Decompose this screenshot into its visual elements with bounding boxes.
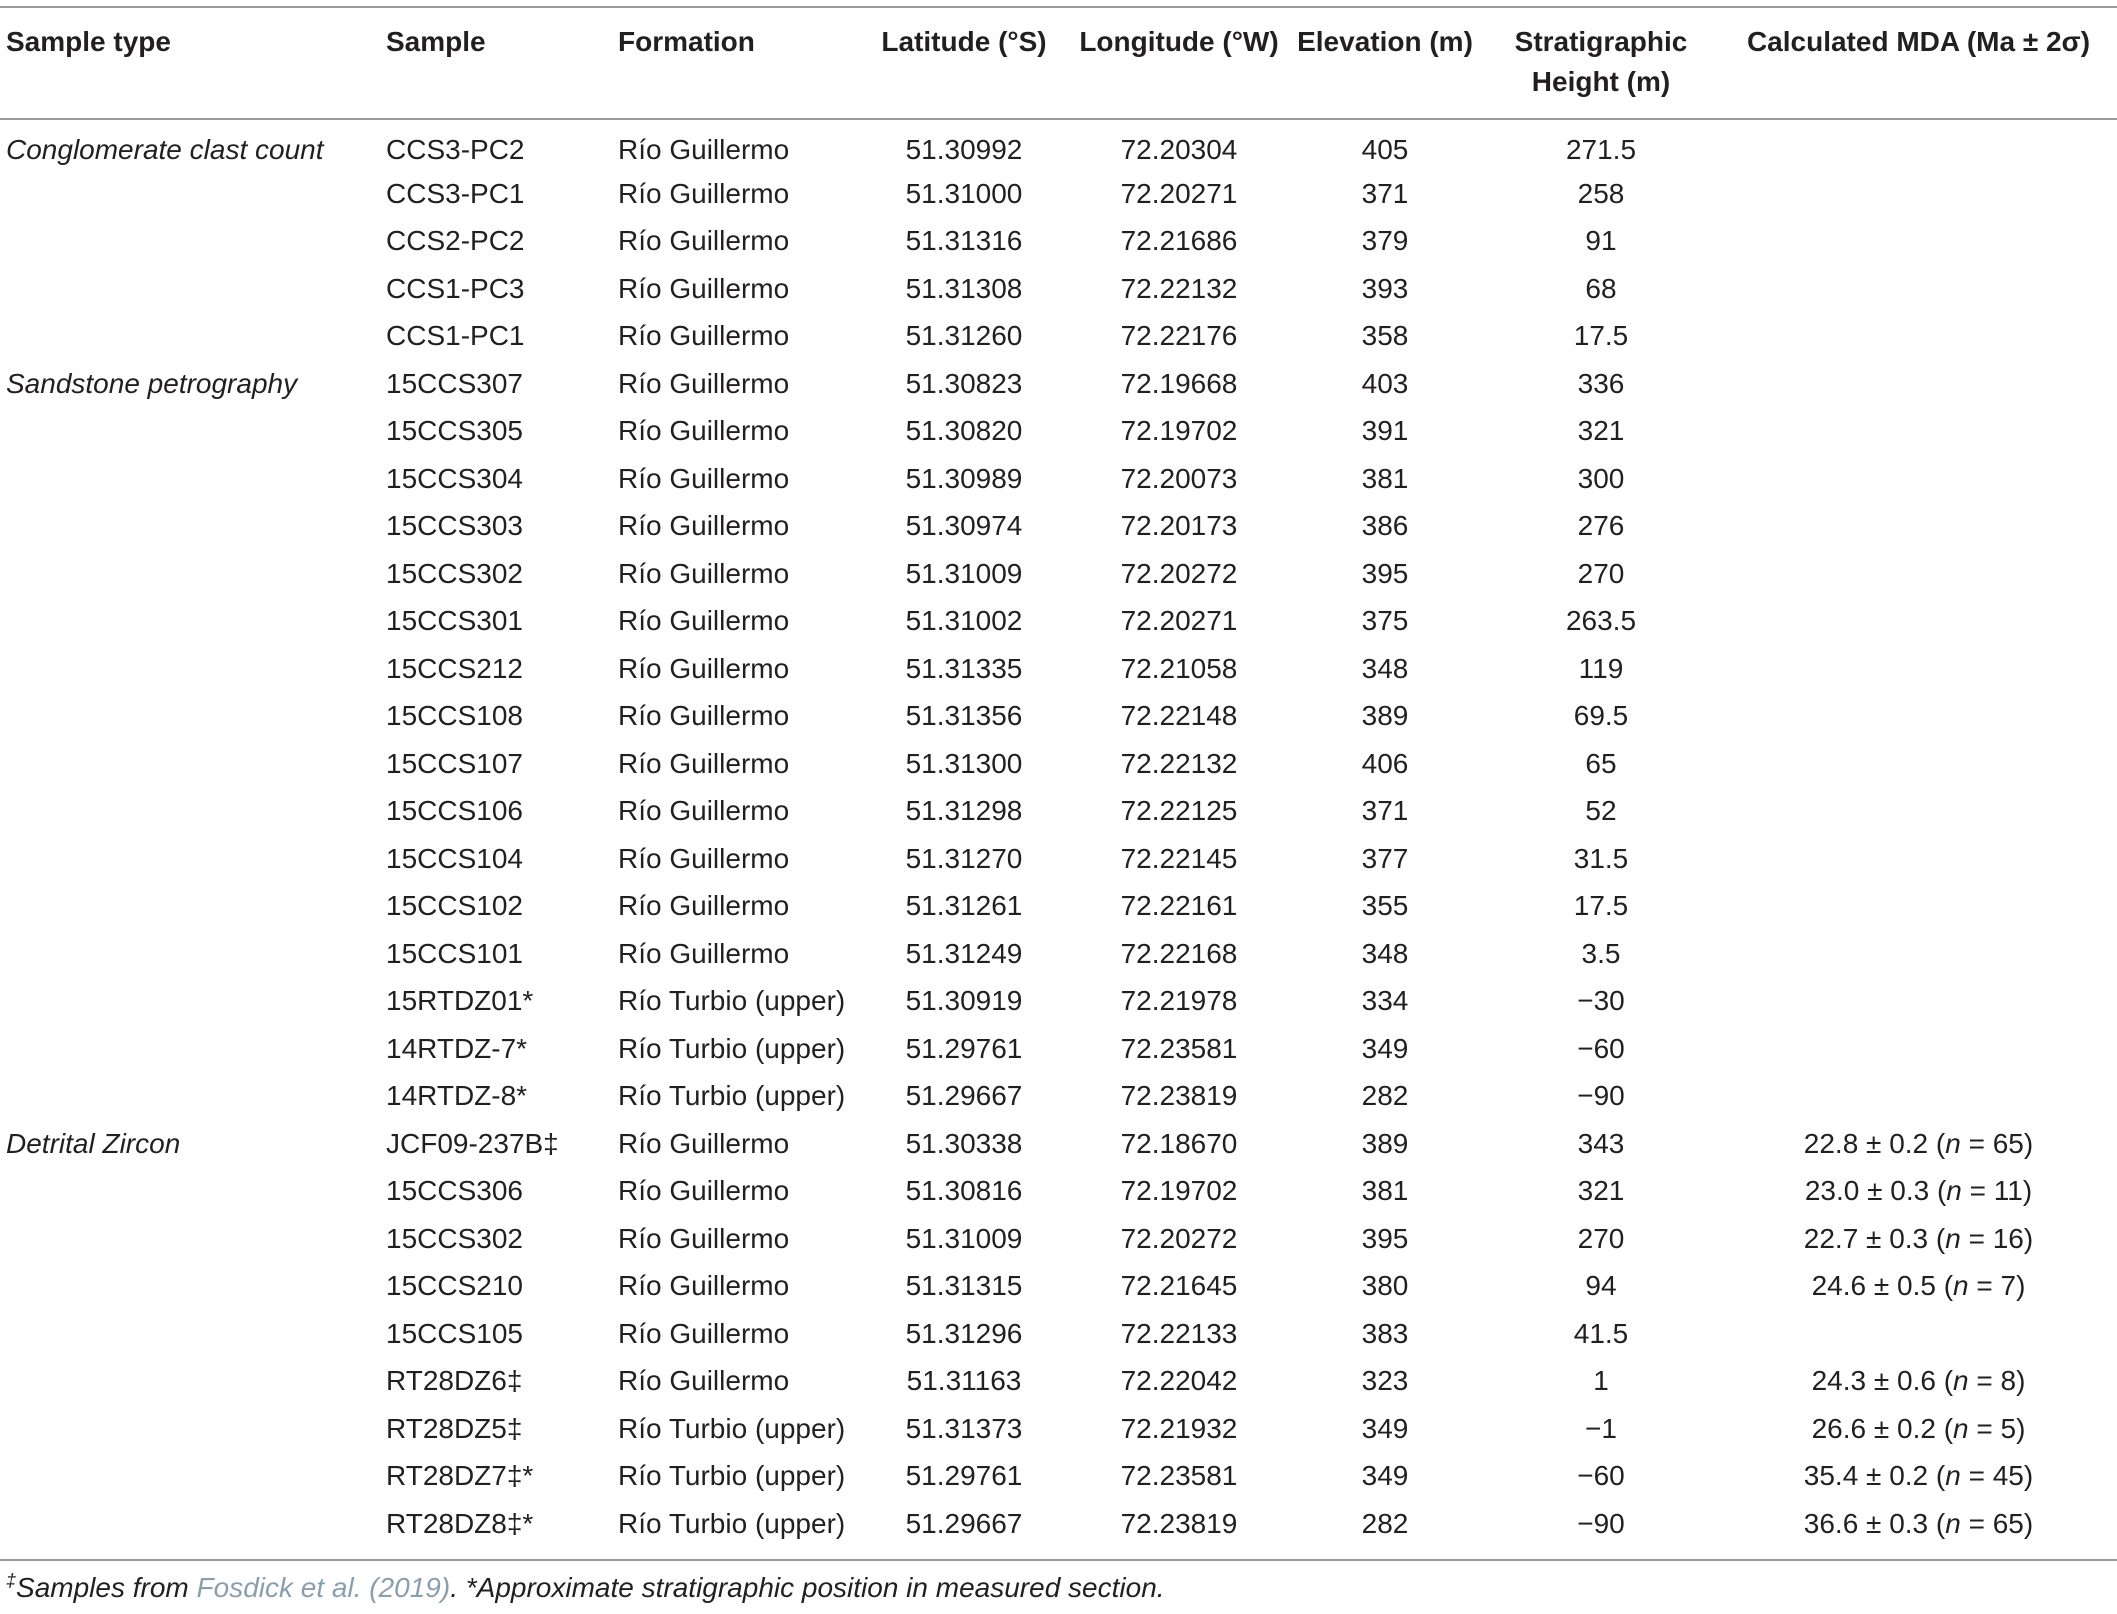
table-row: [0, 503, 2117, 551]
cell-latitude: 51.30820: [905, 415, 1023, 447]
cell-formation: Río Guillermo: [618, 1270, 790, 1302]
cell-calculated-mda: 24.6 ± 0.5 (n = 7): [1811, 1270, 2026, 1302]
header-sample: Sample: [386, 26, 486, 57]
cell-longitude: 72.20272: [1120, 1222, 1238, 1254]
cell-stratigraphic-height: −90: [1577, 1080, 1625, 1112]
cell-latitude: 51.29761: [905, 1460, 1023, 1492]
header-stratigraphic-height: Stratigraphic Height (m): [1514, 26, 1688, 97]
cell-formation: Río Guillermo: [618, 890, 790, 922]
cell-sample: 15CCS104: [386, 842, 523, 874]
cell-stratigraphic-height: 1: [1593, 1365, 1609, 1397]
cell-formation: Río Guillermo: [618, 1317, 790, 1349]
sample-table: [0, 8, 2117, 1548]
cell-stratigraphic-height: 94: [1585, 1270, 1617, 1302]
cell-calculated-mda: [1720, 503, 2117, 551]
cell-latitude: 51.31009: [905, 1222, 1023, 1254]
cell-latitude: 51.31296: [905, 1317, 1023, 1349]
cell-formation: Río Guillermo: [618, 272, 790, 304]
cell-sample-type: [0, 1025, 386, 1073]
cell-latitude: 51.29761: [905, 1032, 1023, 1064]
cell-elevation: 348: [1361, 937, 1409, 969]
cell-latitude: 51.31300: [905, 747, 1023, 779]
cell-sample-type: [0, 455, 386, 503]
cell-elevation: 389: [1361, 1127, 1409, 1159]
table-row: [0, 360, 2117, 408]
cell-latitude: 51.31335: [905, 652, 1023, 684]
table-body: [0, 118, 2117, 1548]
cell-sample: CCS3-PC2: [386, 134, 525, 165]
cell-sample-type: Detrital Zircon: [6, 1127, 181, 1159]
cell-sample-type: [0, 408, 386, 456]
cell-calculated-mda: [1720, 313, 2117, 361]
cell-sample-type: [0, 740, 386, 788]
cell-sample-type: [0, 1073, 386, 1121]
table-row: [0, 455, 2117, 503]
cell-formation: Río Guillermo: [618, 747, 790, 779]
table-row: [0, 645, 2117, 693]
table-footnote: [6, 1568, 1165, 1608]
cell-formation: Río Turbio (upper): [618, 1507, 846, 1539]
cell-elevation: 386: [1361, 510, 1409, 542]
cell-formation: Río Guillermo: [618, 320, 790, 352]
cell-formation: Río Guillermo: [618, 795, 790, 827]
cell-stratigraphic-height: 69.5: [1573, 700, 1629, 732]
cell-longitude: 72.23581: [1120, 1032, 1238, 1064]
cell-sample: 15CCS105: [386, 1317, 523, 1349]
table-row: [0, 930, 2117, 978]
cell-sample: CCS1-PC3: [386, 272, 525, 304]
cell-sample-type: [0, 1215, 386, 1263]
cell-latitude: 51.31000: [905, 177, 1023, 209]
cell-stratigraphic-height: −60: [1577, 1032, 1625, 1064]
cell-calculated-mda: 22.8 ± 0.2 (n = 65): [1803, 1127, 2034, 1159]
cell-sample-type: [0, 835, 386, 883]
table-row: [0, 1405, 2117, 1453]
table-row: [0, 1215, 2117, 1263]
cell-latitude: 51.31009: [905, 557, 1023, 589]
cell-calculated-mda: [1720, 1310, 2117, 1358]
cell-longitude: 72.23819: [1120, 1080, 1238, 1112]
table-row: [0, 978, 2117, 1026]
table-row: [0, 1120, 2117, 1168]
cell-sample: JCF09-237B‡: [386, 1127, 559, 1159]
cell-sample: 15CCS106: [386, 795, 523, 827]
cell-latitude: 51.30919: [905, 985, 1023, 1017]
cell-sample: 15CCS101: [386, 937, 523, 969]
cell-sample: 15CCS301: [386, 605, 523, 637]
cell-sample-type: Conglomerate clast count: [6, 134, 324, 165]
cell-sample: 15CCS102: [386, 890, 523, 922]
table-row: [0, 788, 2117, 836]
footnote-text-before: Samples from: [16, 1572, 197, 1603]
table-row: [0, 170, 2117, 218]
cell-latitude: 51.30992: [905, 134, 1023, 165]
cell-calculated-mda: [1720, 788, 2117, 836]
cell-elevation: 403: [1361, 367, 1409, 399]
cell-longitude: 72.19702: [1120, 1175, 1238, 1207]
cell-longitude: 72.23581: [1120, 1460, 1238, 1492]
cell-elevation: 334: [1361, 985, 1409, 1017]
cell-calculated-mda: [1720, 740, 2117, 788]
cell-formation: Río Guillermo: [618, 510, 790, 542]
cell-elevation: 406: [1361, 747, 1409, 779]
cell-longitude: 72.23819: [1120, 1507, 1238, 1539]
cell-elevation: 358: [1361, 320, 1409, 352]
cell-sample: CCS2-PC2: [386, 225, 525, 257]
cell-formation: Río Guillermo: [618, 1175, 790, 1207]
table-row: [0, 118, 2117, 170]
cell-sample: 15CCS307: [386, 367, 523, 399]
cell-longitude: 72.22133: [1120, 1317, 1238, 1349]
cell-formation: Río Guillermo: [618, 1222, 790, 1254]
cell-sample-type: Sandstone petrography: [6, 367, 298, 399]
table-row: [0, 313, 2117, 361]
cell-calculated-mda: 36.6 ± 0.3 (n = 65): [1803, 1507, 2034, 1539]
cell-calculated-mda: [1720, 1025, 2117, 1073]
table-row: [0, 218, 2117, 266]
cell-elevation: 380: [1361, 1270, 1409, 1302]
cell-calculated-mda: [1720, 550, 2117, 598]
cell-elevation: 282: [1361, 1507, 1409, 1539]
cell-sample-type: [0, 978, 386, 1026]
header-sample-type: Sample type: [6, 26, 171, 57]
cell-sample-type: [0, 550, 386, 598]
cell-formation: Río Guillermo: [618, 652, 790, 684]
cell-calculated-mda: [1720, 218, 2117, 266]
cell-sample-type: [0, 693, 386, 741]
cell-stratigraphic-height: 263.5: [1565, 605, 1637, 637]
cell-formation: Río Guillermo: [618, 700, 790, 732]
n-symbol: n: [1945, 1507, 1961, 1539]
cell-stratigraphic-height: 52: [1585, 795, 1617, 827]
cell-formation: Río Guillermo: [618, 605, 790, 637]
cell-longitude: 72.21978: [1120, 985, 1238, 1017]
header-calculated-mda: Calculated MDA (Ma ± 2σ): [1746, 26, 2091, 57]
table-row: [0, 1358, 2117, 1406]
cell-elevation: 371: [1361, 177, 1409, 209]
cell-elevation: 391: [1361, 415, 1409, 447]
cell-stratigraphic-height: 270: [1577, 557, 1625, 589]
cell-calculated-mda: [1720, 360, 2117, 408]
table-row: [0, 598, 2117, 646]
cell-elevation: 381: [1361, 462, 1409, 494]
cell-formation: Río Guillermo: [618, 462, 790, 494]
cell-sample-type: [0, 598, 386, 646]
footnote-reference-link[interactable]: Fosdick et al. (2019): [196, 1572, 451, 1603]
cell-sample: RT28DZ6‡: [386, 1365, 523, 1397]
cell-stratigraphic-height: 91: [1585, 225, 1617, 257]
cell-sample: RT28DZ7‡*: [386, 1460, 534, 1492]
cell-stratigraphic-height: −90: [1577, 1507, 1625, 1539]
cell-formation: Río Turbio (upper): [618, 1412, 846, 1444]
n-symbol: n: [1953, 1270, 1969, 1302]
cell-sample-type: [0, 170, 386, 218]
cell-longitude: 72.22125: [1120, 795, 1238, 827]
cell-elevation: 395: [1361, 557, 1409, 589]
cell-formation: Río Guillermo: [618, 937, 790, 969]
cell-sample-type: [0, 1453, 386, 1501]
cell-longitude: 72.22145: [1120, 842, 1238, 874]
table-header: [0, 8, 2117, 118]
cell-latitude: 51.29667: [905, 1080, 1023, 1112]
cell-sample-type: [0, 1405, 386, 1453]
cell-sample: 15CCS108: [386, 700, 523, 732]
cell-formation: Río Turbio (upper): [618, 1080, 846, 1112]
cell-stratigraphic-height: 65: [1585, 747, 1617, 779]
cell-calculated-mda: [1720, 118, 2117, 170]
cell-sample: 15CCS305: [386, 415, 523, 447]
footnote-marker: ‡: [6, 1570, 17, 1591]
cell-calculated-mda: 22.7 ± 0.3 (n = 16): [1803, 1222, 2034, 1254]
cell-sample: RT28DZ8‡*: [386, 1507, 534, 1539]
table-row: [0, 1025, 2117, 1073]
table-row: [0, 693, 2117, 741]
header-latitude: Latitude (°S): [881, 26, 1047, 57]
n-symbol: n: [1953, 1412, 1969, 1444]
cell-longitude: 72.21058: [1120, 652, 1238, 684]
cell-longitude: 72.20173: [1120, 510, 1238, 542]
cell-sample-type: [0, 503, 386, 551]
cell-elevation: 405: [1361, 134, 1409, 165]
cell-latitude: 51.31260: [905, 320, 1023, 352]
cell-stratigraphic-height: 321: [1577, 1175, 1625, 1207]
cell-sample-type: [0, 1358, 386, 1406]
cell-elevation: 348: [1361, 652, 1409, 684]
cell-calculated-mda: 24.3 ± 0.6 (n = 8): [1811, 1365, 2026, 1397]
table-row: [0, 1073, 2117, 1121]
cell-longitude: 72.19668: [1120, 367, 1238, 399]
cell-calculated-mda: [1720, 170, 2117, 218]
cell-sample-type: [0, 1500, 386, 1548]
cell-latitude: 51.30823: [905, 367, 1023, 399]
cell-stratigraphic-height: 17.5: [1573, 320, 1629, 352]
cell-sample: RT28DZ5‡: [386, 1412, 523, 1444]
cell-latitude: 51.29667: [905, 1507, 1023, 1539]
cell-longitude: 72.21686: [1120, 225, 1238, 257]
cell-elevation: 379: [1361, 225, 1409, 257]
header-elevation: Elevation (m): [1297, 26, 1473, 57]
cell-stratigraphic-height: −60: [1577, 1460, 1625, 1492]
cell-sample: 15CCS107: [386, 747, 523, 779]
cell-formation: Río Guillermo: [618, 1365, 790, 1397]
cell-latitude: 51.30974: [905, 510, 1023, 542]
cell-elevation: 383: [1361, 1317, 1409, 1349]
cell-stratigraphic-height: 336: [1577, 367, 1625, 399]
cell-sample: 15CCS212: [386, 652, 523, 684]
cell-latitude: 51.31373: [905, 1412, 1023, 1444]
table-row: [0, 1310, 2117, 1358]
cell-sample: 15CCS304: [386, 462, 523, 494]
cell-stratigraphic-height: 300: [1577, 462, 1625, 494]
cell-sample: 15CCS303: [386, 510, 523, 542]
cell-longitude: 72.22148: [1120, 700, 1238, 732]
cell-longitude: 72.20271: [1120, 605, 1238, 637]
cell-stratigraphic-height: 321: [1577, 415, 1625, 447]
cell-longitude: 72.19702: [1120, 415, 1238, 447]
table-row: [0, 1263, 2117, 1311]
cell-longitude: 72.18670: [1120, 1127, 1238, 1159]
cell-latitude: 51.30338: [905, 1127, 1023, 1159]
cell-latitude: 51.31002: [905, 605, 1023, 637]
cell-calculated-mda: [1720, 883, 2117, 931]
table-row: [0, 550, 2117, 598]
n-symbol: n: [1945, 1460, 1961, 1492]
cell-sample: 15CCS302: [386, 557, 523, 589]
cell-calculated-mda: [1720, 978, 2117, 1026]
cell-calculated-mda: 23.0 ± 0.3 (n = 11): [1804, 1175, 2033, 1207]
n-symbol: n: [1953, 1365, 1969, 1397]
header-longitude: Longitude (°W): [1079, 26, 1279, 57]
cell-calculated-mda: [1720, 693, 2117, 741]
n-symbol: n: [1945, 1222, 1961, 1254]
cell-stratigraphic-height: 41.5: [1573, 1317, 1629, 1349]
table-row: [0, 835, 2117, 883]
cell-calculated-mda: [1720, 930, 2117, 978]
cell-stratigraphic-height: 258: [1577, 177, 1625, 209]
cell-formation: Río Guillermo: [618, 177, 790, 209]
cell-sample: 14RTDZ-7*: [386, 1032, 528, 1064]
table-row: [0, 1453, 2117, 1501]
cell-elevation: 323: [1361, 1365, 1409, 1397]
cell-elevation: 377: [1361, 842, 1409, 874]
cell-latitude: 51.31163: [906, 1365, 1022, 1397]
footnote-text-after: . *Approximate stratigraphic position in measured section.: [450, 1572, 1165, 1603]
cell-stratigraphic-height: 68: [1585, 272, 1617, 304]
n-symbol: n: [1945, 1127, 1961, 1159]
cell-calculated-mda: [1720, 835, 2117, 883]
cell-longitude: 72.22161: [1120, 890, 1238, 922]
cell-calculated-mda: [1720, 265, 2117, 313]
cell-longitude: 72.22042: [1120, 1365, 1238, 1397]
cell-formation: Río Guillermo: [618, 557, 790, 589]
cell-sample-type: [0, 313, 386, 361]
cell-elevation: 375: [1361, 605, 1409, 637]
cell-elevation: 349: [1361, 1460, 1409, 1492]
cell-formation: Río Guillermo: [618, 842, 790, 874]
table-row: [0, 1500, 2117, 1548]
cell-calculated-mda: 35.4 ± 0.2 (n = 45): [1803, 1460, 2034, 1492]
cell-sample-type: [0, 645, 386, 693]
cell-sample: 15CCS306: [386, 1175, 523, 1207]
cell-sample-type: [0, 218, 386, 266]
cell-sample: 15CCS302: [386, 1222, 523, 1254]
cell-latitude: 51.31261: [905, 890, 1023, 922]
cell-longitude: 72.20271: [1120, 177, 1238, 209]
cell-sample-type: [0, 265, 386, 313]
cell-stratigraphic-height: 343: [1577, 1127, 1625, 1159]
cell-latitude: 51.31316: [905, 225, 1023, 257]
cell-sample-type: [0, 1168, 386, 1216]
cell-elevation: 371: [1361, 795, 1409, 827]
table-row: [0, 265, 2117, 313]
cell-elevation: 381: [1361, 1175, 1409, 1207]
cell-formation: Río Turbio (upper): [618, 1460, 846, 1492]
cell-formation: Río Turbio (upper): [618, 985, 846, 1017]
cell-calculated-mda: [1720, 408, 2117, 456]
cell-formation: Río Guillermo: [618, 415, 790, 447]
cell-longitude: 72.20073: [1120, 462, 1238, 494]
cell-elevation: 355: [1361, 890, 1409, 922]
cell-formation: Río Guillermo: [618, 367, 790, 399]
table-row: [0, 883, 2117, 931]
cell-formation: Río Guillermo: [618, 134, 790, 165]
table-row: [0, 408, 2117, 456]
cell-latitude: 51.31356: [905, 700, 1023, 732]
cell-stratigraphic-height: 31.5: [1573, 842, 1629, 874]
cell-sample: CCS3-PC1: [386, 177, 525, 209]
cell-longitude: 72.21645: [1120, 1270, 1238, 1302]
table-bottom-rule: [0, 1559, 2117, 1561]
cell-sample: 15CCS210: [386, 1270, 523, 1302]
cell-longitude: 72.22168: [1120, 937, 1238, 969]
cell-elevation: 389: [1361, 700, 1409, 732]
cell-latitude: 51.30816: [905, 1175, 1023, 1207]
cell-latitude: 51.30989: [905, 462, 1023, 494]
cell-stratigraphic-height: 271.5: [1565, 134, 1637, 165]
cell-stratigraphic-height: 119: [1578, 652, 1624, 684]
cell-latitude: 51.31308: [905, 272, 1023, 304]
cell-formation: Río Guillermo: [618, 225, 790, 257]
cell-sample-type: [0, 930, 386, 978]
cell-sample-type: [0, 1263, 386, 1311]
cell-longitude: 72.22176: [1120, 320, 1238, 352]
cell-elevation: 282: [1361, 1080, 1409, 1112]
cell-elevation: 395: [1361, 1222, 1409, 1254]
cell-longitude: 72.20304: [1120, 134, 1238, 165]
cell-elevation: 349: [1361, 1412, 1409, 1444]
cell-longitude: 72.21932: [1120, 1412, 1238, 1444]
cell-sample-type: [0, 1310, 386, 1358]
cell-latitude: 51.31270: [905, 842, 1023, 874]
cell-sample: CCS1-PC1: [386, 320, 525, 352]
cell-stratigraphic-height: 270: [1577, 1222, 1625, 1254]
cell-stratigraphic-height: 17.5: [1573, 890, 1629, 922]
cell-calculated-mda: [1720, 1073, 2117, 1121]
cell-calculated-mda: [1720, 645, 2117, 693]
n-symbol: n: [1946, 1175, 1962, 1207]
cell-calculated-mda: [1720, 598, 2117, 646]
cell-elevation: 393: [1361, 272, 1409, 304]
cell-sample: 15RTDZ01*: [386, 985, 534, 1017]
cell-stratigraphic-height: −1: [1585, 1412, 1617, 1444]
cell-latitude: 51.31298: [905, 795, 1023, 827]
cell-stratigraphic-height: 3.5: [1581, 937, 1621, 969]
cell-sample-type: [0, 788, 386, 836]
cell-longitude: 72.22132: [1120, 747, 1238, 779]
cell-latitude: 51.31315: [905, 1270, 1023, 1302]
cell-calculated-mda: [1720, 455, 2117, 503]
table-row: [0, 740, 2117, 788]
table-row: [0, 1168, 2117, 1216]
cell-stratigraphic-height: −30: [1577, 985, 1625, 1017]
cell-sample-type: [0, 883, 386, 931]
cell-sample: 14RTDZ-8*: [386, 1080, 528, 1112]
cell-stratigraphic-height: 276: [1577, 510, 1625, 542]
cell-longitude: 72.22132: [1120, 272, 1238, 304]
cell-calculated-mda: 26.6 ± 0.2 (n = 5): [1811, 1412, 2026, 1444]
cell-formation: Río Turbio (upper): [618, 1032, 846, 1064]
header-formation: Formation: [618, 26, 755, 57]
cell-longitude: 72.20272: [1120, 557, 1238, 589]
cell-latitude: 51.31249: [905, 937, 1023, 969]
cell-elevation: 349: [1361, 1032, 1409, 1064]
cell-formation: Río Guillermo: [618, 1127, 790, 1159]
